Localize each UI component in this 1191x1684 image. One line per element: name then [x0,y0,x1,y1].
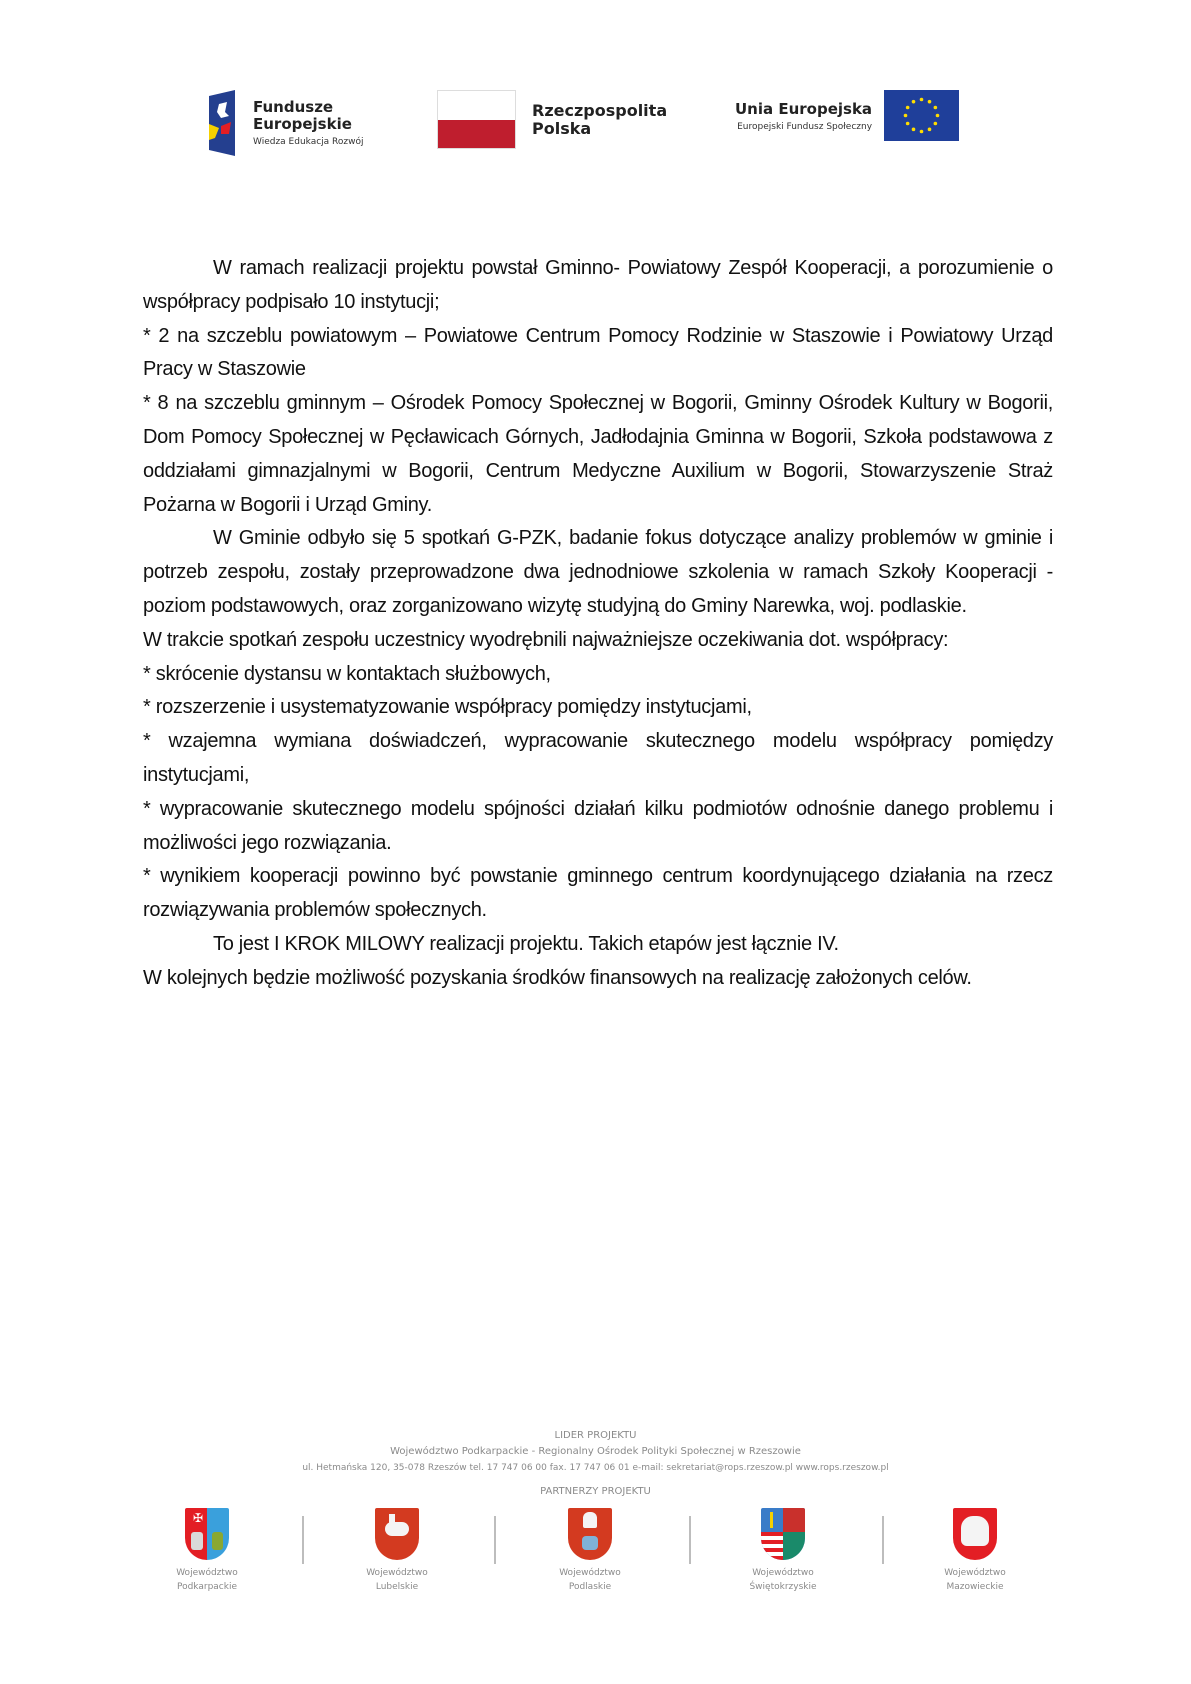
eu-star-icon [912,100,916,104]
separator [302,1516,304,1564]
crest-lubelskie [342,1508,452,1594]
eu-flag-icon [884,90,959,141]
ue-line1: Unia Europejska [735,99,873,118]
bullet-item: * wzajemna wymiana doświadczeń, wypracowanie skutecznego modelu współpracy pomiędzy instytucjami, [143,730,1053,786]
bullet-item: * wynikiem kooperacji powinno być powstanie gminnego centrum koordynującego działania na rzecz rozwiązywania problemów społecznych. [143,865,1053,922]
eu-star-icon [904,114,908,118]
crest-mazowieckie [920,1508,1030,1594]
separator [689,1516,691,1564]
footer [0,1428,1191,1500]
rp-line1: Rzeczpospolita [532,100,668,120]
swietokrzyskie-crest-icon [761,1508,805,1560]
fundusze-line1: Fundusze [253,98,334,116]
eu-star-icon [906,106,910,110]
paragraph-next: W kolejnych będzie możliwość pozyskania środków finansowych na realizację założonych celów. [143,966,972,989]
crest-podlaskie [535,1508,645,1594]
crest-label-line1: Województwo [944,1568,1006,1578]
lider-label: LIDER PROJEKTU [554,1430,637,1441]
eu-star-icon [912,128,916,132]
paragraph-expectations: W trakcie spotkań zespołu uczestnicy wyodrębnili najważniejsze oczekiwania dot. współpracy: [143,628,949,651]
crest-label-line1: Województwo [559,1568,621,1578]
paragraph-meetings: W Gminie odbyło się 5 spotkań G-PZK, badanie fokus dotyczące analizy problemów w gminie i potrzeb zespołu, zostały przeprowadzone dwa jednodniowe szkolenia w ramach Szkoły Kooperacji - poziom podstawowych, oraz zorganizowano wizytę studyjną do Gminy Narewka, woj. podlaskie. [143,527,1053,617]
bullet-item: * skrócenie dystansu w kontaktach służbowych, [143,662,551,685]
crest-label-line1: Województwo [752,1568,814,1578]
paragraph-milestone: To jest I KROK MILOWY realizacji projektu. Takich etapów jest łącznie IV. [213,932,839,955]
partners-label: PARTNERZY PROJEKTU [540,1486,651,1497]
fundusze-europejskie-icon [205,90,239,156]
separator [882,1516,884,1564]
eu-star-icon [920,98,924,102]
eu-star-icon [920,130,924,134]
eu-star-icon [906,122,910,126]
bullet-item: * rozszerzenie i usystematyzowanie współpracy pomiędzy instytucjami, [143,696,752,719]
crest-label-line2: Lubelskie [375,1582,419,1592]
eu-star-icon [934,122,938,126]
eu-star-icon [928,100,932,104]
mazowieckie-crest-icon [953,1508,997,1560]
podlaskie-crest-icon [568,1508,612,1560]
polish-flag-icon [437,90,516,149]
separator [494,1516,496,1564]
paragraph-powiat: * 2 na szczeblu powiatowym – Powiatowe Centrum Pomocy Rodzinie w Staszowie i Powiatowy Urząd Pracy w Staszowie [143,324,1053,381]
podkarpackie-crest-icon: ✠ [185,1508,229,1560]
ue-line2: Europejski Fundusz Społeczny [737,121,873,132]
fundusze-line2: Europejskie [253,115,352,133]
fundusze-europejskie-logo [205,90,364,156]
crest-swietokrzyskie [728,1508,838,1594]
eu-star-icon [928,128,932,132]
header-logos [0,84,1191,164]
crest-podkarpackie [152,1508,262,1594]
crest-label-line2: Świętokrzyskie [749,1582,817,1592]
lubelskie-crest-icon [375,1508,419,1560]
bullet-item: * wypracowanie skutecznego modelu spójności działań kilku podmiotów odnośnie danego problemu i możliwości jego rozwiązania. [143,797,1053,854]
paragraph-intro: W ramach realizacji projektu powstał Gminno- Powiatowy Zespół Kooperacji, a porozumienie o współpracy podpisało 10 instytucji; [143,257,1053,313]
crest-label-line2: Mazowieckie [946,1582,1004,1592]
lider-organization: Województwo Podkarpackie - Regionalny Ośrodek Polityki Społecznej w Rzeszowie [390,1446,801,1457]
unia-europejska-logo [735,90,959,141]
rzeczpospolita-polska-logo [437,90,667,149]
paragraph-gmina: * 8 na szczeblu gminnym – Ośrodek Pomocy Społecznej w Bogorii, Gminny Ośrodek Kultury w Bogorii, Dom Pomocy Społecznej w Pęcławicach Górnych, Jadłodajnia Gminna w Bogorii, Szkoła podstawowa z oddziałami gimnazjalnymi w Bogorii, Centrum Medyczne Auxilium w Bogorii, Stowarzyszenie Straż Pożarna w Bogorii i Urząd Gminy. [143,392,1053,516]
crest-label-line2: Podlaskie [568,1582,612,1592]
eu-star-icon [934,106,938,110]
crest-label-line2: Podkarpackie [176,1582,238,1592]
eu-star-icon [936,114,940,118]
fundusze-line3: Wiedza Edukacja Rozwój [253,137,364,147]
document-body [143,252,1053,996]
lider-address: ul. Hetmańska 120, 35-078 Rzeszów tel. 17 747 06 00 fax. 17 747 06 01 e-mail: sekretariat@rops.rzeszow.pl www.rops.rzeszow.pl [302,1463,889,1473]
rp-line2: Polska [532,118,592,138]
partner-crests [0,1508,1191,1608]
crest-label-line1: Województwo [176,1568,238,1578]
crest-label-line1: Województwo [366,1568,428,1578]
